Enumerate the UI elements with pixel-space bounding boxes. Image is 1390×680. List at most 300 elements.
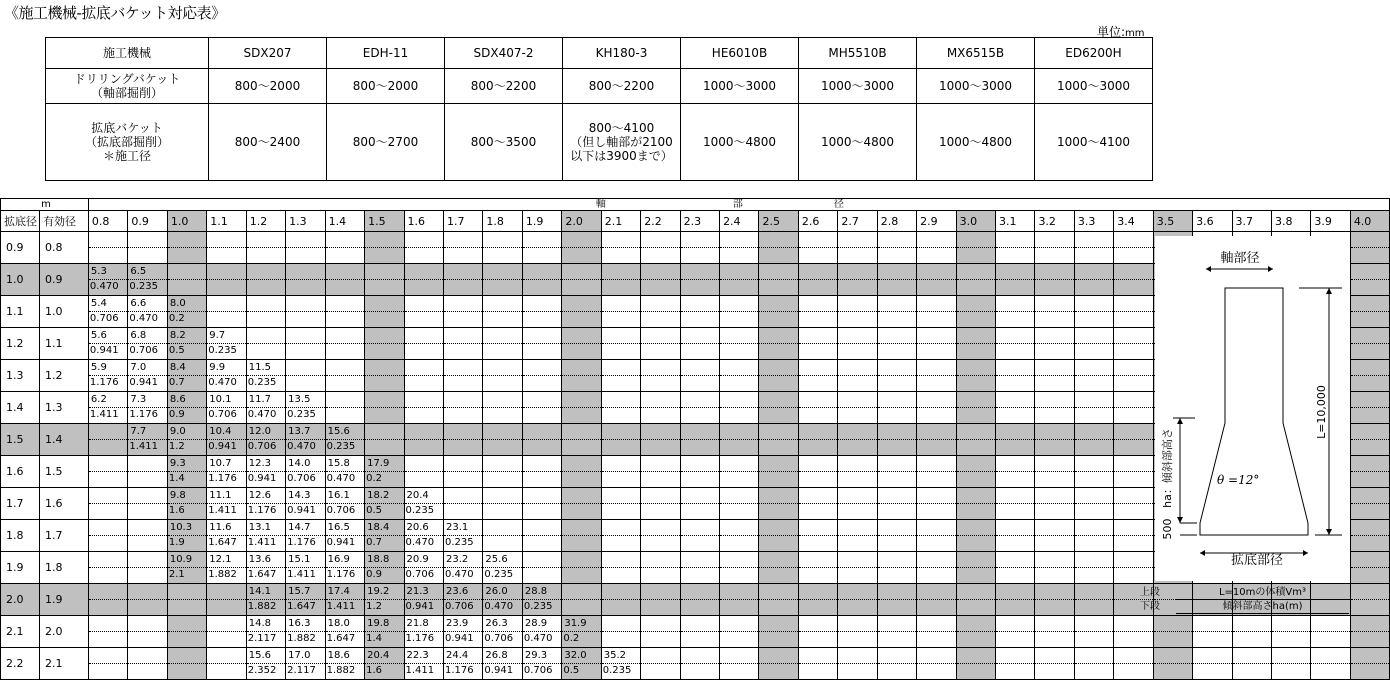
volume-cell (246, 328, 285, 344)
slope-height-cell (680, 376, 719, 392)
slope-height-cell: 0.706 (128, 344, 167, 360)
slope-height-cell (798, 536, 837, 552)
volume-cell (680, 584, 719, 600)
volume-cell: 31.9 (562, 616, 601, 632)
slope-height-cell: 0.706 (286, 472, 325, 488)
volume-cell (917, 616, 956, 632)
volume-cell: 18.2 (365, 488, 404, 504)
slope-height-cell (720, 504, 759, 520)
effective-diameter: 1.2 (39, 360, 88, 392)
slope-height-cell (562, 280, 601, 296)
volume-cell (641, 232, 680, 248)
volume-cell (1193, 616, 1232, 632)
slope-height-cell (680, 568, 719, 584)
slope-height-cell (1193, 632, 1232, 648)
shaft-diameter-header: 3.7 (1232, 211, 1271, 232)
volume-cell (798, 264, 837, 280)
volume-cell (88, 232, 127, 248)
volume-cell: 21.8 (404, 616, 443, 632)
slope-height-cell (483, 408, 522, 424)
volume-cell (483, 360, 522, 376)
slope-height-cell: 0.941 (246, 472, 285, 488)
slope-height-cell (838, 344, 877, 360)
volume-cell (996, 360, 1035, 376)
shaft-diameter-header: 2.6 (798, 211, 837, 232)
slope-height-cell (917, 248, 956, 264)
volume-cell (641, 648, 680, 664)
volume-cell (522, 328, 561, 344)
volume-cell (1311, 648, 1350, 664)
volume-cell (956, 648, 995, 664)
shaft-diameter-header: 2.7 (838, 211, 877, 232)
slope-height-cell (956, 440, 995, 456)
effective-diameter: 1.5 (39, 456, 88, 488)
slope-height-cell: 1.411 (128, 440, 167, 456)
slope-height-cell (601, 600, 640, 616)
volume-cell (286, 264, 325, 280)
volume-cell (404, 456, 443, 472)
volume-cell (1074, 456, 1113, 472)
volume-cell (404, 360, 443, 376)
shaft-diameter-header: 2.8 (877, 211, 916, 232)
slope-height-cell (601, 312, 640, 328)
slope-height-cell (1271, 664, 1310, 680)
machine-model: HE6010B (681, 38, 799, 69)
slope-height-cell (443, 440, 482, 456)
volume-cell: 16.9 (325, 552, 364, 568)
slope-height-cell (838, 312, 877, 328)
volume-cell (680, 520, 719, 536)
slope-height-cell (1035, 536, 1074, 552)
drill-range: 800〜2000 (327, 69, 445, 104)
slope-height-cell (1114, 376, 1153, 392)
slope-height-cell (917, 472, 956, 488)
volume-cell: 13.1 (246, 520, 285, 536)
slope-height-cell: 0.470 (246, 408, 285, 424)
slope-height-cell (483, 440, 522, 456)
machine-model: SDX207 (209, 38, 327, 69)
volume-cell (720, 520, 759, 536)
slope-height-cell: 0.235 (522, 600, 561, 616)
slope-height-cell (286, 344, 325, 360)
slope-height-cell (404, 312, 443, 328)
volume-cell (443, 456, 482, 472)
bell-range: 1000〜4800 (681, 104, 799, 181)
slope-height-cell (601, 472, 640, 488)
slope-height-cell (1035, 664, 1074, 680)
volume-cell: 15.1 (286, 552, 325, 568)
slope-height-cell: 1.2 (365, 600, 404, 616)
effective-diameter: 1.1 (39, 328, 88, 360)
volume-cell: 15.7 (286, 584, 325, 600)
slope-height-cell (956, 344, 995, 360)
volume-cell (680, 552, 719, 568)
slope-height-cell (759, 632, 798, 648)
volume-cell (877, 520, 916, 536)
volume-cell (1035, 648, 1074, 664)
volume-cell: 18.6 (325, 648, 364, 664)
volume-cell: 18.8 (365, 552, 404, 568)
shaft-diameter-header: 1.1 (207, 211, 246, 232)
slope-height-cell (720, 664, 759, 680)
slope-height-cell (956, 664, 995, 680)
slope-height-cell (601, 344, 640, 360)
slope-height-cell (720, 280, 759, 296)
slope-height-cell (720, 248, 759, 264)
shaft-diameter-header: 4.0 (1350, 211, 1389, 232)
slope-height-cell (207, 632, 246, 648)
slope-height-cell: 1.647 (286, 600, 325, 616)
slope-height-cell (996, 568, 1035, 584)
bell-diameter: 1.0 (1, 264, 40, 296)
slope-height-cell (877, 280, 916, 296)
slope-height-cell (877, 568, 916, 584)
slope-height-cell (877, 344, 916, 360)
volume-cell: 23.6 (443, 584, 482, 600)
volume-cell (1035, 552, 1074, 568)
shaft-title-char: 径 (833, 199, 844, 210)
volume-cell (759, 648, 798, 664)
volume-cell (286, 328, 325, 344)
volume-cell (1114, 232, 1153, 248)
volume-cell (996, 488, 1035, 504)
volume-cell (720, 616, 759, 632)
volume-cell: 8.6 (167, 392, 206, 408)
volume-cell (483, 232, 522, 248)
volume-cell (917, 424, 956, 440)
slope-height-cell: 1.647 (325, 632, 364, 648)
effective-diameter: 1.6 (39, 488, 88, 520)
volume-cell (483, 424, 522, 440)
volume-cell (956, 328, 995, 344)
volume-cell (88, 488, 127, 504)
volume-cell: 28.8 (522, 584, 561, 600)
slope-height-cell (680, 440, 719, 456)
volume-cell: 8.2 (167, 328, 206, 344)
slope-height-cell: 2.117 (246, 632, 285, 648)
volume-cell (601, 456, 640, 472)
volume-cell (1074, 328, 1113, 344)
slope-height-cell (759, 440, 798, 456)
volume-cell (641, 264, 680, 280)
slope-height-cell: 1.6 (167, 504, 206, 520)
slope-height-cell: 1.647 (246, 568, 285, 584)
machine-table (45, 37, 1153, 181)
slope-height-cell (167, 600, 206, 616)
volume-cell: 12.6 (246, 488, 285, 504)
slope-height-cell (759, 664, 798, 680)
volume-cell (443, 328, 482, 344)
volume-cell (246, 232, 285, 248)
slope-height-cell (325, 344, 364, 360)
slope-height-cell (443, 504, 482, 520)
slope-height-cell (996, 376, 1035, 392)
drill-range: 800〜2200 (445, 69, 563, 104)
volume-cell (1074, 552, 1113, 568)
volume-cell (641, 552, 680, 568)
bell-diameter: 1.8 (1, 520, 40, 552)
ha-label: ha：傾斜部高さ (1161, 428, 1174, 508)
volume-cell: 23.9 (443, 616, 482, 632)
volume-cell (917, 648, 956, 664)
slope-height-cell (917, 376, 956, 392)
volume-cell (1350, 488, 1389, 504)
volume-cell (365, 360, 404, 376)
slope-height-cell (917, 440, 956, 456)
bell-range: 800〜3500 (445, 104, 563, 181)
slope-height-cell (1074, 408, 1113, 424)
slope-height-cell (996, 248, 1035, 264)
bell-diameter: 1.1 (1, 296, 40, 328)
slope-height-cell (1114, 472, 1153, 488)
slope-height-cell (720, 440, 759, 456)
volume-cell (1074, 584, 1113, 600)
drill-label-line: （軸部掘削） (90, 86, 163, 100)
volume-cell (838, 296, 877, 312)
slope-height-cell (759, 280, 798, 296)
slope-height-cell: 0.235 (128, 280, 167, 296)
drill-range: 1000〜3000 (917, 69, 1035, 104)
slope-height-cell (720, 376, 759, 392)
slope-height-cell (1074, 312, 1113, 328)
volume-cell (680, 264, 719, 280)
volume-cell (286, 232, 325, 248)
machine-model: MH5510B (799, 38, 917, 69)
volume-cell (1114, 264, 1153, 280)
slope-height-cell (443, 408, 482, 424)
volume-cell (483, 520, 522, 536)
slope-height-cell (680, 600, 719, 616)
slope-height-cell (404, 472, 443, 488)
slope-height-cell (443, 472, 482, 488)
volume-cell (522, 232, 561, 248)
slope-height-cell (759, 504, 798, 520)
slope-height-cell: 0.7 (167, 376, 206, 392)
slope-height-cell: 1.411 (207, 504, 246, 520)
slope-height-cell (917, 600, 956, 616)
slope-height-cell (207, 312, 246, 328)
slope-height-cell: 1.176 (128, 408, 167, 424)
volume-cell: 5.3 (88, 264, 127, 280)
volume-cell (720, 360, 759, 376)
volume-cell (1153, 616, 1192, 632)
volume-cell (641, 328, 680, 344)
volume-cell (286, 360, 325, 376)
length-label: L=10,000 (1315, 385, 1328, 439)
slope-height-cell (246, 280, 285, 296)
volume-cell (562, 296, 601, 312)
volume-cell (207, 264, 246, 280)
slope-height-cell: 0.9 (167, 408, 206, 424)
slope-height-cell (641, 536, 680, 552)
slope-height-cell: 0.470 (404, 536, 443, 552)
slope-height-cell (641, 472, 680, 488)
effective-diameter: 2.0 (39, 616, 88, 648)
slope-height-cell (877, 472, 916, 488)
volume-cell (759, 552, 798, 568)
slope-height-cell (562, 408, 601, 424)
volume-cell: 6.8 (128, 328, 167, 344)
slope-height-cell (286, 280, 325, 296)
volume-cell (680, 296, 719, 312)
shaft-diameter-header: 2.5 (759, 211, 798, 232)
volume-cell: 35.2 (601, 648, 640, 664)
slope-height-cell (798, 472, 837, 488)
slope-height-cell (601, 568, 640, 584)
machine-model: SDX407-2 (445, 38, 563, 69)
slope-height-cell (1035, 312, 1074, 328)
shaft-diameter-header: 1.6 (404, 211, 443, 232)
volume-cell (877, 232, 916, 248)
volume-cell (1035, 328, 1074, 344)
slope-height-cell (1350, 344, 1389, 360)
volume-cell (1350, 456, 1389, 472)
slope-height-cell (1074, 248, 1113, 264)
slope-height-cell (325, 280, 364, 296)
volume-cell: 9.3 (167, 456, 206, 472)
volume-cell (1074, 520, 1113, 536)
volume-cell (720, 264, 759, 280)
slope-height-cell (1350, 568, 1389, 584)
volume-cell (956, 296, 995, 312)
volume-cell (522, 296, 561, 312)
shaft-diameter-header: 2.2 (641, 211, 680, 232)
slope-height-cell (1114, 536, 1153, 552)
volume-cell (720, 456, 759, 472)
slope-height-cell (680, 664, 719, 680)
slope-height-cell (641, 632, 680, 648)
slope-height-cell (1114, 248, 1153, 264)
slope-height-cell (483, 280, 522, 296)
slope-height-cell (325, 376, 364, 392)
volume-cell (1271, 648, 1310, 664)
bell-diameter: 2.0 (1, 584, 40, 616)
slope-height-cell (601, 504, 640, 520)
slope-height-cell (562, 472, 601, 488)
volume-cell (601, 616, 640, 632)
slope-height-cell (1232, 664, 1271, 680)
slope-height-cell: 1.4 (167, 472, 206, 488)
slope-height-cell (522, 376, 561, 392)
slope-height-cell (443, 280, 482, 296)
drill-range: 1000〜3000 (681, 69, 799, 104)
slope-height-cell (956, 376, 995, 392)
effective-diameter: 0.9 (39, 264, 88, 296)
page-title: 《施工機械-拡底バケット対応表》 (4, 4, 226, 22)
slope-height-cell (88, 632, 127, 648)
slope-height-cell (1035, 408, 1074, 424)
slope-height-cell (1114, 568, 1153, 584)
volume-cell (365, 328, 404, 344)
volume-cell (325, 328, 364, 344)
volume-cell (404, 296, 443, 312)
slope-height-cell (128, 472, 167, 488)
slope-height-cell (562, 568, 601, 584)
slope-height-cell (956, 536, 995, 552)
slope-height-cell (88, 472, 127, 488)
volume-cell (956, 488, 995, 504)
drill-range: 1000〜3000 (1035, 69, 1153, 104)
volume-cell (1074, 264, 1113, 280)
volume-cell (601, 232, 640, 248)
volume-cell (1035, 264, 1074, 280)
volume-cell (641, 424, 680, 440)
slope-height-cell: 1.176 (443, 664, 482, 680)
volume-cell (601, 520, 640, 536)
slope-height-cell (720, 472, 759, 488)
grid-title-row (1, 199, 1390, 211)
volume-cell (641, 616, 680, 632)
volume-cell (1114, 296, 1153, 312)
slope-height-cell (1074, 376, 1113, 392)
effective-diameter: 1.0 (39, 296, 88, 328)
slope-height-cell: 1.411 (325, 600, 364, 616)
bucket-outline (1200, 288, 1308, 535)
slope-height-cell: 0.470 (443, 568, 482, 584)
volume-cell (601, 584, 640, 600)
slope-height-cell (996, 408, 1035, 424)
shaft-title-char: 部 (732, 199, 743, 210)
slope-height-cell (365, 376, 404, 392)
volume-cell (443, 360, 482, 376)
volume-cell (759, 328, 798, 344)
machine-model: EDH-11 (327, 38, 445, 69)
slope-height-cell (1350, 536, 1389, 552)
volume-cell (759, 360, 798, 376)
volume-cell (1114, 328, 1153, 344)
volume-cell (956, 360, 995, 376)
slope-height-cell: 0.706 (325, 504, 364, 520)
volume-cell (759, 456, 798, 472)
volume-cell (601, 328, 640, 344)
volume-cell (838, 552, 877, 568)
slope-height-cell (286, 248, 325, 264)
volume-cell (877, 456, 916, 472)
volume-cell (1350, 328, 1389, 344)
bell-diameter: 2.1 (1, 616, 40, 648)
slope-height-cell (1232, 632, 1271, 648)
volume-cell (680, 488, 719, 504)
slope-height-cell (798, 632, 837, 648)
theta-label: θ =12° (1217, 473, 1260, 487)
slope-height-cell (443, 312, 482, 328)
volume-cell (562, 392, 601, 408)
volume-cell (88, 552, 127, 568)
slope-height-cell: 0.9 (365, 568, 404, 584)
volume-cell: 6.5 (128, 264, 167, 280)
slope-height-cell (1035, 568, 1074, 584)
volume-cell (601, 296, 640, 312)
volume-cell (167, 616, 206, 632)
volume-cell (128, 552, 167, 568)
slope-height-cell (88, 568, 127, 584)
slope-height-cell: 0.5 (562, 664, 601, 680)
slope-height-cell (128, 632, 167, 648)
volume-cell: 15.8 (325, 456, 364, 472)
slope-height-cell (286, 312, 325, 328)
volume-cell (167, 648, 206, 664)
slope-height-cell (877, 248, 916, 264)
drill-bucket-row (46, 69, 1153, 104)
volume-cell: 5.9 (88, 360, 127, 376)
slope-height-cell (996, 600, 1035, 616)
slope-height-cell: 0.235 (443, 536, 482, 552)
volume-cell (877, 392, 916, 408)
slope-height-cell (838, 440, 877, 456)
slope-height-cell: 2.352 (246, 664, 285, 680)
slope-height-cell: 1.647 (207, 536, 246, 552)
slope-height-cell (917, 632, 956, 648)
